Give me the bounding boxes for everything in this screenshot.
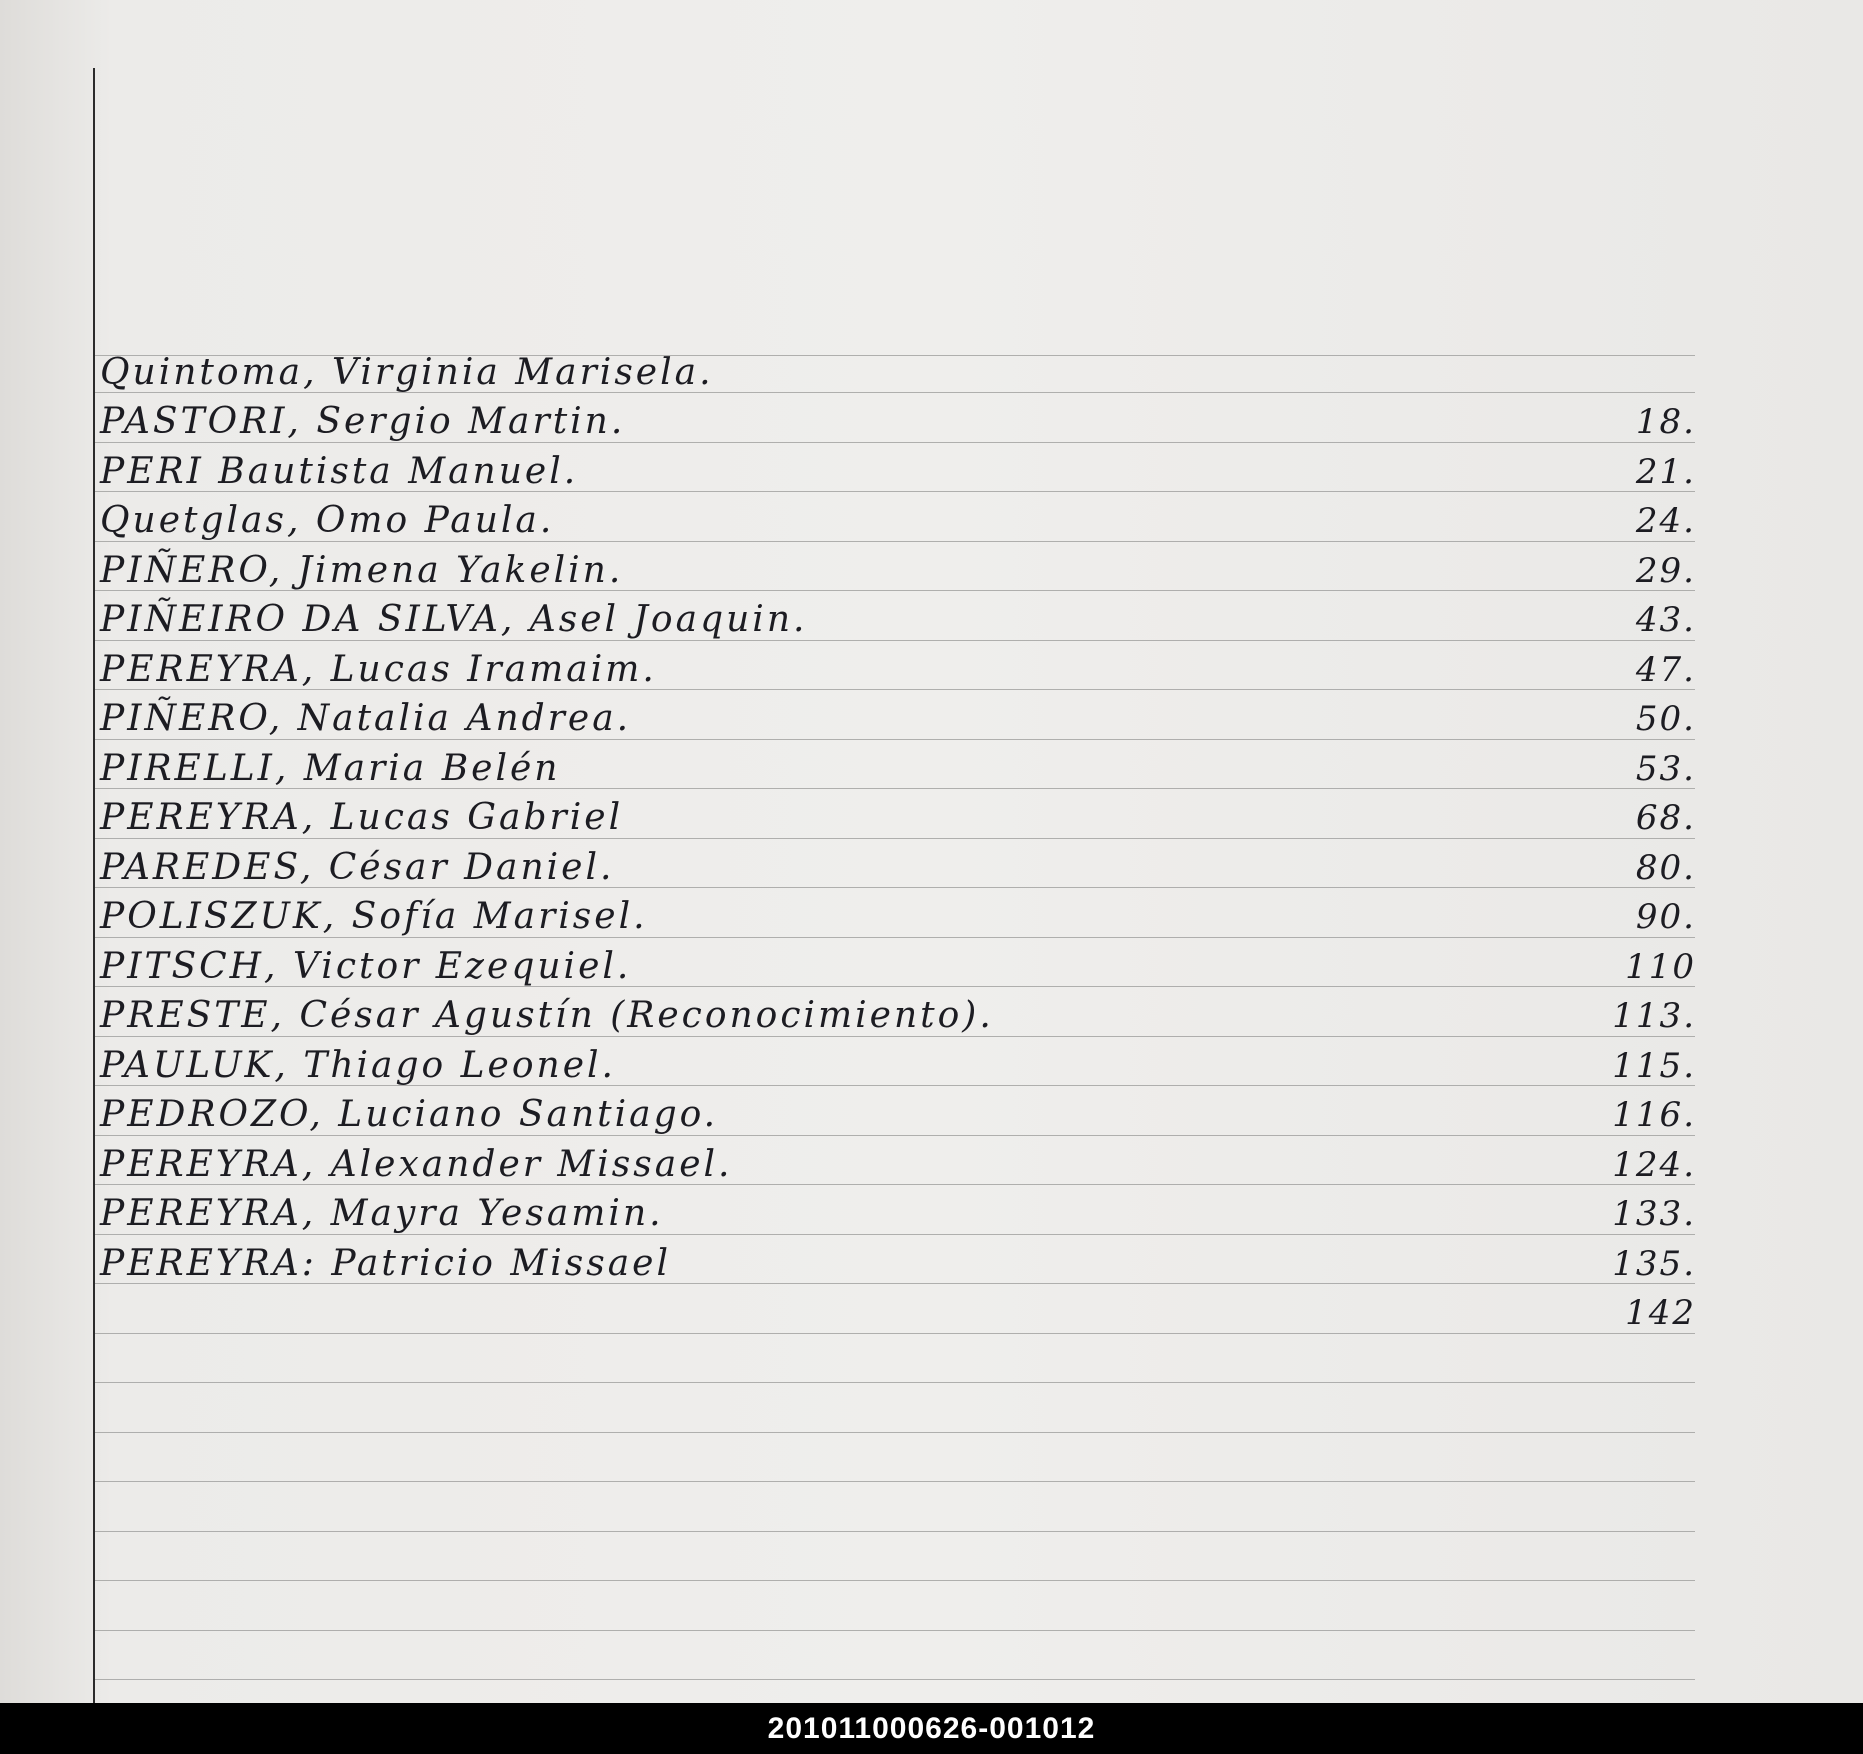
entry-number: 135. [1612, 1244, 1696, 1284]
entry-number: 53. [1635, 749, 1696, 789]
ruled-line [95, 1580, 1695, 1581]
entry-name: Quintoma, Virginia Marisela. [100, 352, 714, 393]
entry-name: PEDROZO, Luciano Santiago. [100, 1094, 719, 1135]
ruled-line [95, 1531, 1695, 1532]
list-item [100, 889, 1700, 941]
entry-name: PIÑERO, Natalia Andrea. [100, 698, 632, 739]
ruled-line [95, 1679, 1695, 1680]
list-item [100, 493, 1700, 545]
entry-number: 24. [1635, 501, 1696, 541]
entry-number: 68. [1635, 798, 1696, 838]
entry-name: PITSCH, Victor Ezequiel. [100, 946, 632, 987]
entry-name: PERI Bautista Manuel. [100, 451, 579, 492]
entry-number: 110 [1625, 947, 1696, 987]
list-item [100, 1186, 1700, 1238]
entry-name: PEREYRA, Lucas Iramaim. [100, 649, 657, 690]
ruled-line [95, 1432, 1695, 1433]
entry-number: 29. [1635, 551, 1696, 591]
entry-name: PIÑEIRO DA SILVA, Asel Joaquin. [100, 599, 808, 640]
entry-name: PAULUK, Thiago Leonel. [100, 1045, 616, 1086]
list-item [100, 543, 1700, 595]
list-item [100, 691, 1700, 743]
entry-number: 80. [1635, 848, 1696, 888]
list-item [100, 345, 1700, 397]
entry-number: 142 [1625, 1293, 1696, 1333]
entry-number: 21. [1635, 452, 1696, 492]
ruled-line [95, 1382, 1695, 1383]
entry-number: 133. [1612, 1194, 1696, 1234]
entry-name: PIÑERO, Jimena Yakelin. [100, 550, 624, 591]
entry-number: 113. [1612, 996, 1696, 1036]
document-id: 201011000626-001012 [767, 1711, 1096, 1745]
entry-name: PEREYRA, Mayra Yesamin. [100, 1193, 664, 1234]
entry-name: POLISZUK, Sofía Marisel. [100, 896, 648, 937]
list-item [100, 1038, 1700, 1090]
list-item [100, 444, 1700, 496]
list-item [100, 1087, 1700, 1139]
entry-number: 43. [1635, 600, 1696, 640]
entry-name: PEREYRA: Patricio Missael [100, 1243, 671, 1284]
list-item [100, 741, 1700, 793]
list-item [100, 1236, 1700, 1288]
list-item [100, 1285, 1700, 1337]
entry-number: 50. [1635, 699, 1696, 739]
entry-name: PEREYRA, Lucas Gabriel [100, 797, 624, 838]
list-item [100, 988, 1700, 1040]
list-item [100, 394, 1700, 446]
entry-number: 18. [1635, 402, 1696, 442]
list-item [100, 790, 1700, 842]
entry-name: PIRELLI, Maria Belén [100, 748, 561, 789]
entry-number: 124. [1612, 1145, 1696, 1185]
footer-bar [0, 1703, 1863, 1754]
ruled-line [95, 1481, 1695, 1482]
list-item [100, 592, 1700, 644]
entry-name: PEREYRA, Alexander Missael. [100, 1144, 733, 1185]
entry-name: PASTORI, Sergio Martin. [100, 401, 626, 442]
list-item [100, 939, 1700, 991]
entry-name: Quetglas, Omo Paula. [100, 500, 555, 541]
entry-name: PRESTE, César Agustín (Reconocimiento). [100, 995, 994, 1036]
entry-number: 90. [1635, 897, 1696, 937]
ruled-line [95, 1630, 1695, 1631]
list-item [100, 642, 1700, 694]
entry-number: 116. [1612, 1095, 1696, 1135]
list-item [100, 840, 1700, 892]
entry-name: PAREDES, César Daniel. [100, 847, 615, 888]
list-item [100, 1137, 1700, 1189]
entry-number: 47. [1635, 650, 1696, 690]
margin-line [93, 68, 95, 1704]
entry-number: 115. [1612, 1046, 1696, 1086]
